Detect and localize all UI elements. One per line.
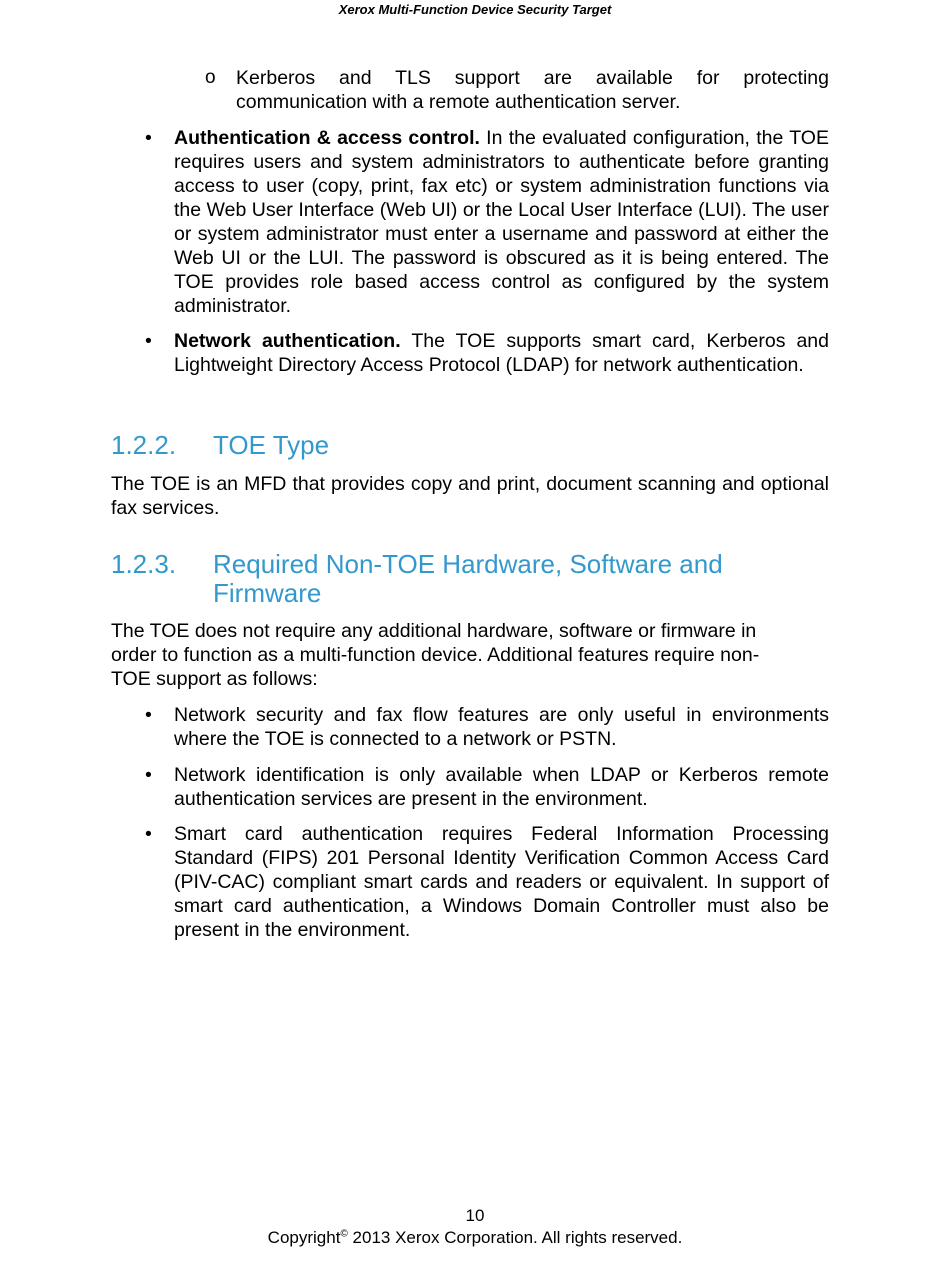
network-auth-bullet	[174, 329, 829, 377]
network-auth-lead: Network authentication.	[174, 330, 401, 352]
section-heading-required	[0, 549, 950, 611]
network-security-bullet: Network security and fax flow features are only useful in environments where the TOE is connected to a network or PSTN.	[174, 704, 829, 750]
section-title-line-1: Required Non-TOE Hardware, Software and	[213, 549, 723, 579]
copyright-prefix: Copyright	[267, 1228, 341, 1247]
section-number: 1.2.3.	[111, 549, 177, 579]
copyright-notice	[0, 1228, 950, 1248]
page-number: 10	[465, 1206, 485, 1225]
required-paragraph-line: order to function as a multi-function device. Additional features require non-	[111, 644, 760, 666]
bullet-marker: •	[145, 127, 152, 149]
subbullet-marker: o	[205, 67, 216, 88]
kerberos-tls-subbullet-text: Kerberos and TLS support are available for protecting communication with a remote authentication server.	[236, 67, 829, 113]
required-paragraph-line: TOE support as follows:	[111, 668, 318, 690]
required-paragraph	[111, 619, 829, 691]
page-header-title: Xerox Multi-Function Device Security Target	[338, 2, 612, 17]
copyright-text: 2013 Xerox Corporation. All rights reserved.	[347, 1228, 683, 1247]
auth-access-control-bullet	[174, 126, 829, 318]
bullet-marker: •	[145, 704, 152, 726]
required-paragraph-line: The TOE does not require any additional hardware, software or firmware in	[111, 620, 757, 642]
bullet-marker: •	[145, 330, 152, 352]
auth-access-control-lead: Authentication & access control.	[174, 127, 480, 149]
bullet-marker: •	[145, 764, 152, 786]
network-auth-text: The TOE supports smart card, Kerberos and Lightweight Directory Access Protocol (LDAP) for network authentication.	[174, 330, 829, 376]
bullet-marker: •	[145, 823, 152, 845]
section-number: 1.2.2.	[111, 430, 177, 460]
copyright-symbol: ©	[340, 1228, 348, 1240]
section-heading-toe-type	[0, 430, 950, 462]
section-title: TOE Type	[213, 430, 330, 460]
auth-access-control-text: In the evaluated configuration, the TOE requires users and system administrators to authenticate before granting access to user (copy, print, fax etc) or system administration functions via the Web User Interface (Web UI) or the Local User Interface (LUI). The user or system administrator must enter a username and password at either the Web UI or the LUI. The password is obscured as it is being entered. The TOE provides role based access control as configured by the system administrator.	[174, 127, 829, 317]
network-identification-bullet: Network identification is only available when LDAP or Kerberos remote authentication services are present in the environment.	[174, 764, 829, 810]
toe-type-paragraph: The TOE is an MFD that provides copy and print, document scanning and optional fax services.	[111, 473, 829, 519]
smart-card-bullet: Smart card authentication requires Federal Information Processing Standard (FIPS) 201 Personal Identity Verification Common Access Card (PIV-CAC) compliant smart cards and readers or equivalent. In support of smart card authentication, a Windows Domain Controller must also be present in the environment.	[174, 823, 829, 941]
section-title-line-2: Firmware	[213, 578, 322, 608]
